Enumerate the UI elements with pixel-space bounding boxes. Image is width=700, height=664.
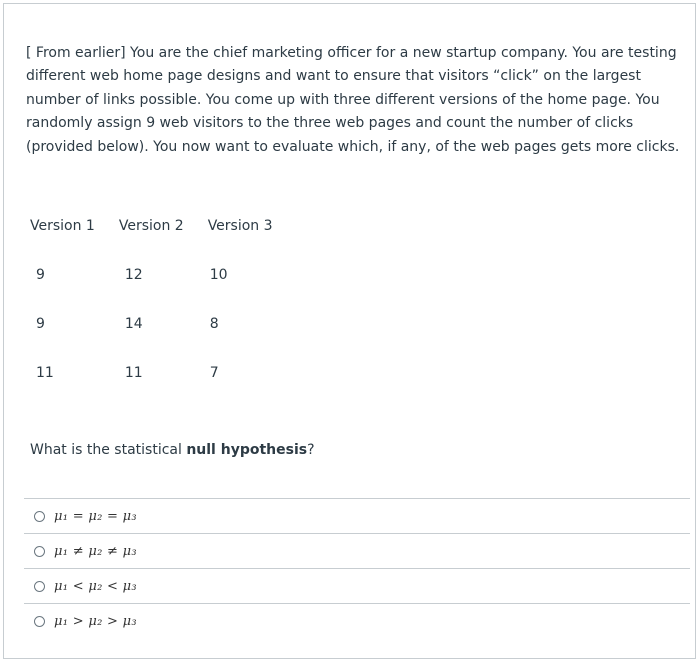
radio-button-icon[interactable] <box>34 546 45 557</box>
table-row <box>18 299 285 348</box>
table-cell: 11 <box>124 364 143 381</box>
question-ask-suffix: ? <box>307 442 315 458</box>
radio-button-icon[interactable] <box>34 616 45 627</box>
column-header-version-2: Version 2 <box>118 218 184 234</box>
radio-button-icon[interactable] <box>34 581 45 592</box>
table-cell: 9 <box>36 315 45 332</box>
answer-label[interactable]: μ₁ ≠ μ₂ ≠ μ₃ <box>54 543 137 559</box>
table-cell: 9 <box>36 266 45 283</box>
question-prompt: [ From earlier] You are the chief marketing officer for a new startup company. You are testing different web home page designs and want to ensure that visitors “click” on the largest number of links possible. You come up with three different versions of the home page. You randomly assign 9 web visitors to the three web pages and count the number of clicks (provided below). You now want to evaluate which, if any, of the web pages gets more clicks. <box>26 45 680 155</box>
table-row <box>18 250 285 299</box>
table-row <box>18 348 285 397</box>
table-cell: 8 <box>209 315 219 332</box>
question-ask-emphasis: null hypothesis <box>186 442 308 458</box>
table-header-row <box>18 202 285 250</box>
table-cell: 7 <box>209 364 219 381</box>
answer-option-3[interactable] <box>24 568 690 603</box>
answer-label[interactable]: μ₁ > μ₂ > μ₃ <box>54 613 137 629</box>
answer-list <box>24 498 690 638</box>
answer-label[interactable]: μ₁ < μ₂ < μ₃ <box>54 578 137 594</box>
table-cell: 14 <box>124 315 143 332</box>
column-header-version-3: Version 3 <box>207 218 273 234</box>
answer-label[interactable]: μ₁ = μ₂ = μ₃ <box>54 508 137 524</box>
question-ask <box>30 442 315 458</box>
table-cell: 12 <box>124 266 143 283</box>
column-header-version-1: Version 1 <box>30 218 95 234</box>
question-card <box>3 3 696 659</box>
radio-button-icon[interactable] <box>34 511 45 522</box>
answer-option-2[interactable] <box>24 533 690 568</box>
answer-option-4[interactable] <box>24 603 690 638</box>
clicks-table <box>18 202 285 397</box>
table-cell: 10 <box>209 266 228 283</box>
question-ask-prefix: What is the statistical <box>30 442 187 458</box>
table-cell: 11 <box>36 364 54 381</box>
answer-option-1[interactable] <box>24 498 690 533</box>
